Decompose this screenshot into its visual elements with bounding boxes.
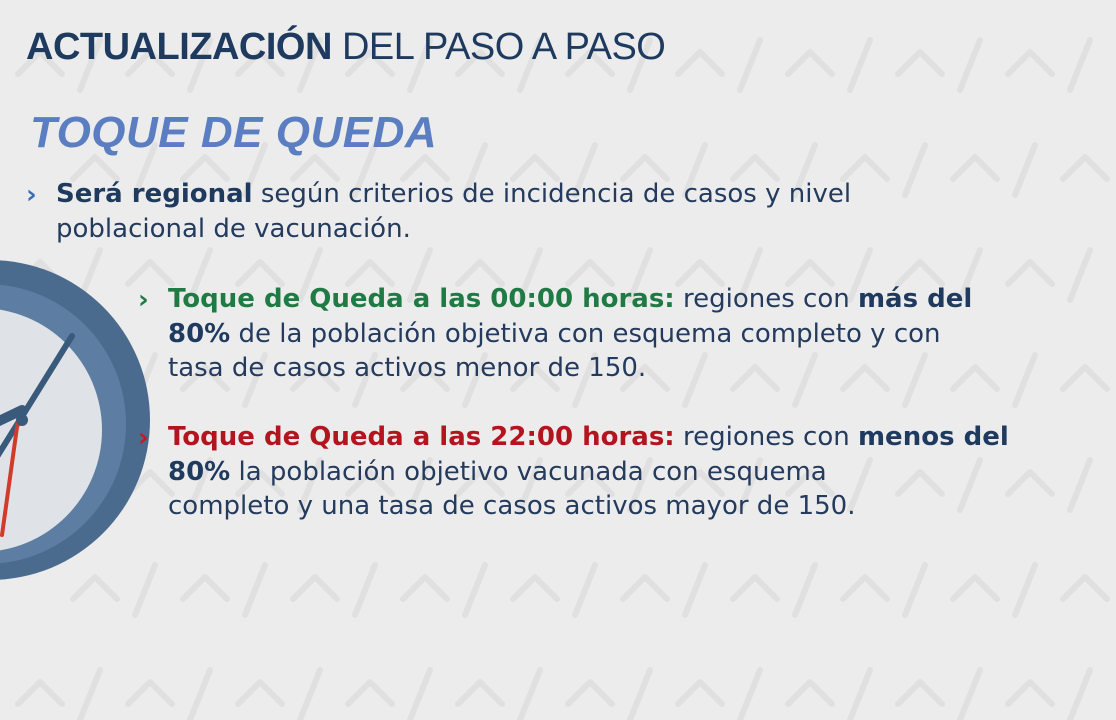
bullet-strong: Será regional <box>56 179 253 209</box>
bullet-lead: Toque de Queda a las 00:00 horas: <box>168 284 675 314</box>
bullet-text: la población objetivo vacunada con esquema <box>230 456 827 487</box>
bullet-lead: Toque de Queda a las 22:00 horas: <box>168 422 675 452</box>
bullet-text: tasa de casos activos menor de 150. <box>168 353 647 383</box>
bullet-text: poblacional de vacunación. <box>56 213 411 244</box>
bullet-text: según criterios de incidencia de casos y nivel <box>252 179 852 209</box>
bullet-strong: menos del <box>857 422 1009 452</box>
section-subtitle: TOQUE DE QUEDA <box>30 108 438 157</box>
bullet-text: regiones con <box>674 422 858 452</box>
bullet-curfew-22h <box>138 420 1088 524</box>
bullet-curfew-midnight <box>138 282 1088 386</box>
bullet-regional <box>26 177 1056 246</box>
bullet-strong: más del <box>857 284 973 314</box>
bullet-text: de la población objetiva con esquema completo y con <box>230 318 941 349</box>
page-title-bold: ACTUALIZACIÓN <box>26 26 332 68</box>
bullet-strong: 80% <box>168 318 231 349</box>
bullet-strong: 80% <box>168 456 231 487</box>
page-title <box>26 24 665 70</box>
bullet-text: regiones con <box>674 284 858 314</box>
chevron-right-icon: › <box>26 180 37 210</box>
chevron-right-icon: › <box>138 285 149 315</box>
bullet-text: completo y una tasa de casos activos mayor de 150. <box>168 491 856 521</box>
page-title-light: DEL PASO A PASO <box>341 26 666 68</box>
chevron-right-icon: › <box>138 423 149 453</box>
